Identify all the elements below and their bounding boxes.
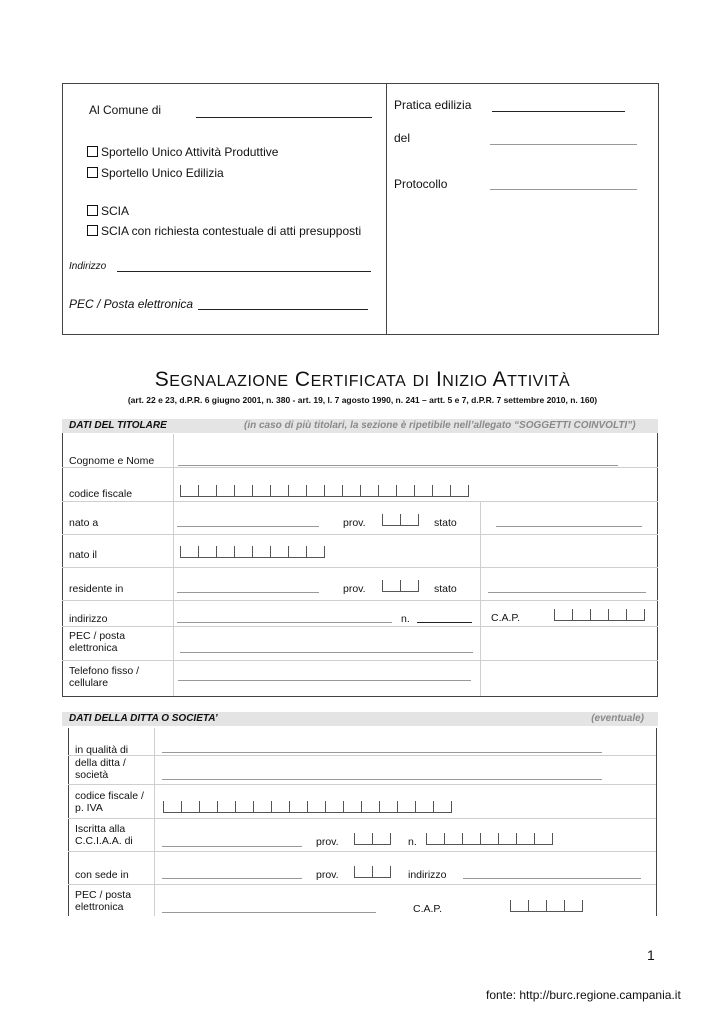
nato-a-prov-label: prov. bbox=[343, 517, 366, 529]
ditta-eventuale: (eventuale) bbox=[591, 713, 644, 724]
pec-ditta-field[interactable] bbox=[162, 912, 376, 913]
titolare-note: (in caso di più titolari, la sezione è ripetibile nell’allegato “SOGGETTI COINVOLTI”) bbox=[244, 420, 636, 431]
protocollo-label: Protocollo bbox=[394, 177, 448, 191]
indirizzo-label: Indirizzo bbox=[69, 261, 107, 272]
al-comune-field[interactable] bbox=[196, 117, 372, 118]
del-field[interactable] bbox=[490, 144, 637, 145]
option-scia[interactable]: SCIA bbox=[87, 205, 129, 217]
cap-titolare-boxes[interactable] bbox=[554, 609, 645, 621]
al-comune-label: Al Comune di bbox=[89, 103, 162, 117]
sede-prov-label: prov. bbox=[316, 869, 339, 881]
row-divider bbox=[68, 851, 656, 852]
row-divider bbox=[68, 755, 656, 756]
nato-il-boxes[interactable] bbox=[180, 546, 325, 558]
row-divider bbox=[62, 567, 658, 568]
in-qualita-label: in qualità di bbox=[75, 744, 129, 756]
row-divider bbox=[62, 626, 658, 627]
col-divider bbox=[173, 434, 174, 696]
pec-titolare-label: PEC / posta elettronica bbox=[69, 630, 126, 654]
residente-field[interactable] bbox=[177, 592, 319, 593]
checkbox-sue[interactable] bbox=[87, 167, 98, 178]
residente-stato-label: stato bbox=[434, 583, 457, 595]
ditta-heading-band bbox=[62, 712, 658, 726]
col-divider bbox=[154, 728, 155, 916]
codice-fiscale-label: codice fiscale bbox=[69, 488, 133, 500]
row-divider bbox=[62, 501, 658, 502]
nato-il-label: nato il bbox=[69, 549, 98, 561]
pratica-edilizia-label: Pratica edilizia bbox=[394, 98, 472, 112]
sede-indirizzo-field[interactable] bbox=[463, 878, 641, 879]
nato-a-prov-boxes[interactable] bbox=[382, 514, 419, 526]
con-sede-field[interactable] bbox=[162, 878, 302, 879]
cap-ditta-boxes[interactable] bbox=[510, 900, 583, 912]
nato-a-field[interactable] bbox=[177, 526, 319, 527]
ditta-table bbox=[68, 728, 657, 916]
option-suap[interactable]: Sportello Unico Attività Produttive bbox=[87, 146, 278, 158]
sede-prov-boxes[interactable] bbox=[354, 866, 391, 878]
piva-label: codice fiscale / p. IVA bbox=[75, 790, 144, 814]
pec-ditta-label: PEC / posta elettronica bbox=[75, 889, 132, 913]
nato-a-stato-label: stato bbox=[434, 517, 457, 529]
cciaa-field[interactable] bbox=[162, 846, 302, 847]
pratica-edilizia-field[interactable] bbox=[492, 111, 625, 112]
numero-civico-label: n. bbox=[401, 613, 410, 625]
row-divider bbox=[62, 534, 658, 535]
source-footer: fonte: http://burc.regione.campania.it bbox=[486, 988, 681, 1002]
header-divider bbox=[386, 83, 387, 334]
page-title: SEGNALAZIONE CERTIFICATA DI INIZIO ATTIVITÀ bbox=[154, 368, 571, 391]
row-divider bbox=[68, 884, 656, 885]
cciaa-n-label: n. bbox=[408, 836, 417, 848]
cciaa-n-boxes[interactable] bbox=[426, 833, 553, 845]
row-divider bbox=[62, 600, 658, 601]
in-qualita-field[interactable] bbox=[162, 752, 602, 753]
residente-prov-label: prov. bbox=[343, 583, 366, 595]
del-label: del bbox=[394, 131, 411, 145]
nato-a-label: nato a bbox=[69, 517, 99, 529]
residente-label: residente in bbox=[69, 583, 124, 595]
cap-titolare-label: C.A.P. bbox=[491, 612, 520, 624]
indirizzo-titolare-field[interactable] bbox=[177, 622, 392, 623]
cognome-nome-field[interactable] bbox=[178, 465, 618, 466]
indirizzo-field[interactable] bbox=[117, 271, 371, 272]
pec-label: PEC / Posta elettronica bbox=[69, 297, 194, 311]
col-divider bbox=[480, 501, 481, 696]
pec-field[interactable] bbox=[198, 309, 368, 310]
checkbox-scia[interactable] bbox=[87, 205, 98, 216]
page-number: 1 bbox=[647, 947, 655, 963]
protocollo-field[interactable] bbox=[490, 189, 637, 190]
residente-stato-field[interactable] bbox=[488, 592, 646, 593]
option-sue[interactable]: Sportello Unico Edilizia bbox=[87, 167, 224, 179]
numero-civico-field[interactable] bbox=[417, 622, 472, 623]
row-divider bbox=[62, 467, 658, 468]
row-divider bbox=[68, 818, 656, 819]
titolare-table bbox=[62, 433, 658, 697]
row-divider bbox=[68, 784, 656, 785]
checkbox-suap[interactable] bbox=[87, 146, 98, 157]
option-scia-contestuale[interactable]: SCIA con richiesta contestuale di atti presupposti bbox=[87, 225, 361, 237]
della-ditta-label: della ditta / società bbox=[75, 757, 126, 781]
sede-indirizzo-label: indirizzo bbox=[408, 869, 447, 881]
cognome-nome-label: Cognome e Nome bbox=[69, 455, 155, 467]
cciaa-prov-label: prov. bbox=[316, 836, 339, 848]
titolare-heading: DATI DEL TITOLARE bbox=[69, 420, 167, 431]
piva-boxes[interactable] bbox=[163, 801, 452, 813]
codice-fiscale-boxes[interactable] bbox=[180, 485, 469, 497]
con-sede-label: con sede in bbox=[75, 869, 129, 881]
row-divider bbox=[62, 660, 658, 661]
nato-a-stato-field[interactable] bbox=[496, 526, 642, 527]
cciaa-prov-boxes[interactable] bbox=[354, 833, 391, 845]
cap-ditta-label: C.A.P. bbox=[413, 903, 442, 915]
indirizzo-titolare-label: indirizzo bbox=[69, 613, 108, 625]
telefono-label: Telefono fisso / cellulare bbox=[69, 665, 140, 689]
ditta-heading: DATI DELLA DITTA O SOCIETA’ bbox=[69, 713, 218, 724]
titolare-heading-band bbox=[62, 419, 658, 433]
page-subtitle: (art. 22 e 23, d.P.R. 6 giugno 2001, n. 380 - art. 19, l. 7 agosto 1990, n. 241 – artt. 5 e 7, d.P.R. 7 settembre 2010, n. 160) bbox=[127, 395, 598, 405]
iscritta-label: Iscritta alla C.C.I.A.A. di bbox=[75, 823, 133, 847]
checkbox-scia-contestuale[interactable] bbox=[87, 225, 98, 236]
telefono-field[interactable] bbox=[178, 680, 471, 681]
pec-titolare-field[interactable] bbox=[180, 652, 473, 653]
residente-prov-boxes[interactable] bbox=[382, 580, 419, 592]
della-ditta-field[interactable] bbox=[162, 779, 602, 780]
